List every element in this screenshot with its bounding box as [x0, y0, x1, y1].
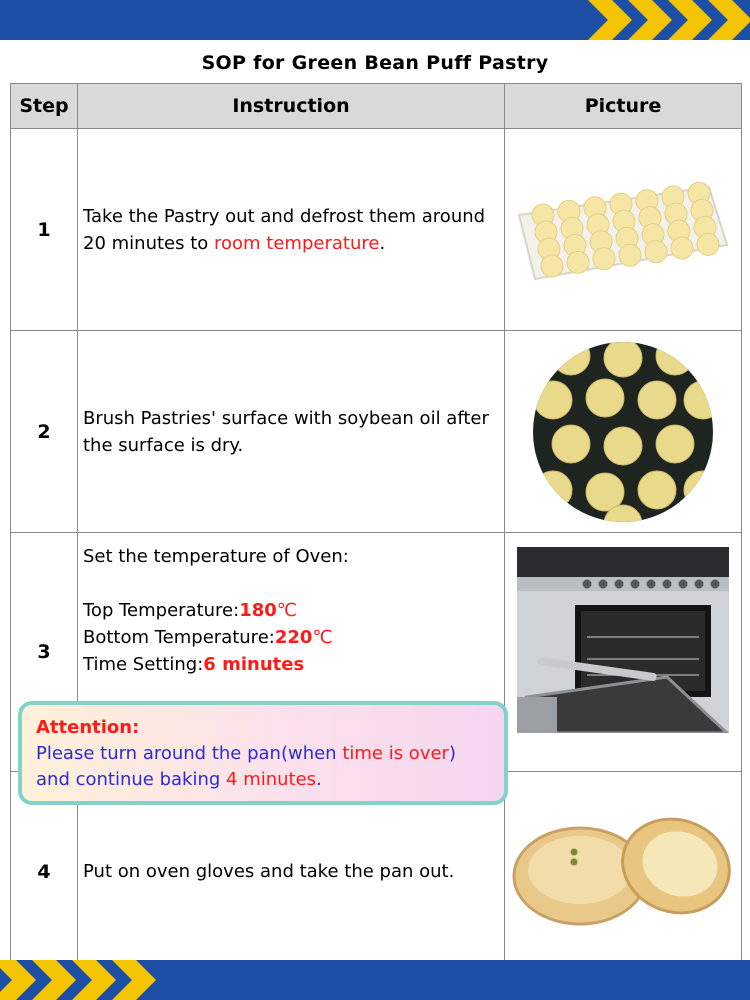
attention-highlight: 4 minutes [226, 769, 317, 790]
bottom-banner [0, 960, 750, 1000]
time-setting-value: 6 minutes [203, 654, 305, 675]
attention-text [36, 741, 490, 793]
header-picture: Picture [505, 84, 742, 129]
frozen-pastry-tray-image [513, 175, 733, 285]
header-instruction: Instruction [78, 84, 505, 129]
table-row [11, 129, 742, 331]
step-number: 3 [11, 533, 78, 772]
instruction-cell [78, 129, 505, 331]
time-setting-line [83, 651, 504, 678]
instruction-cell: Brush Pastries' surface with soybean oil after the surface is dry. [78, 331, 505, 533]
bottom-temperature-line [83, 624, 504, 651]
step-number: 4 [11, 772, 78, 972]
table-row [11, 331, 742, 533]
top-temperature-value: 180 [239, 600, 277, 621]
picture-cell [505, 533, 742, 772]
sop-table [10, 83, 742, 972]
instruction-cell: Put on oven gloves and take the pan out. [78, 772, 505, 972]
instruction-text: Take the Pastry out and defrost them around 20 minutes to [83, 205, 486, 254]
open-oven-image [517, 547, 729, 733]
chevron-arrows-icon [0, 0, 750, 40]
top-temperature-label: Top Temperature: [83, 600, 240, 621]
step-number: 2 [11, 331, 78, 533]
picture-cell [505, 772, 742, 972]
attention-text-part: Please turn around the pan(when [36, 743, 343, 764]
chevron-arrows-icon [0, 960, 750, 1000]
baked-green-bean-pastry-image [510, 812, 736, 932]
bottom-temperature-unit: ℃ [312, 627, 333, 648]
top-temperature-line [83, 597, 504, 624]
attention-text-part: ) and continue baking [36, 743, 456, 790]
time-setting-label: Time Setting: [83, 654, 204, 675]
instruction-text-end: . [379, 232, 386, 254]
page-title: SOP for Green Bean Puff Pastry [201, 52, 549, 74]
highlight-text: room temperature [214, 232, 380, 254]
bottom-temperature-label: Bottom Temperature: [83, 627, 275, 648]
picture-cell [505, 331, 742, 533]
attention-highlight: time is over [342, 743, 449, 764]
pastries-on-baking-mat-image [531, 340, 715, 524]
oven-intro: Set the temperature of Oven: [83, 546, 349, 567]
attention-title: Attention: [36, 717, 140, 738]
top-banner [0, 0, 750, 40]
table-header-row [11, 84, 742, 129]
picture-cell [505, 129, 742, 331]
attention-text-part: . [316, 769, 322, 790]
top-temperature-unit: ℃ [276, 600, 297, 621]
step-number: 1 [11, 129, 78, 331]
bottom-temperature-value: 220 [274, 627, 313, 648]
header-step: Step [11, 84, 78, 129]
attention-callout [18, 701, 508, 805]
